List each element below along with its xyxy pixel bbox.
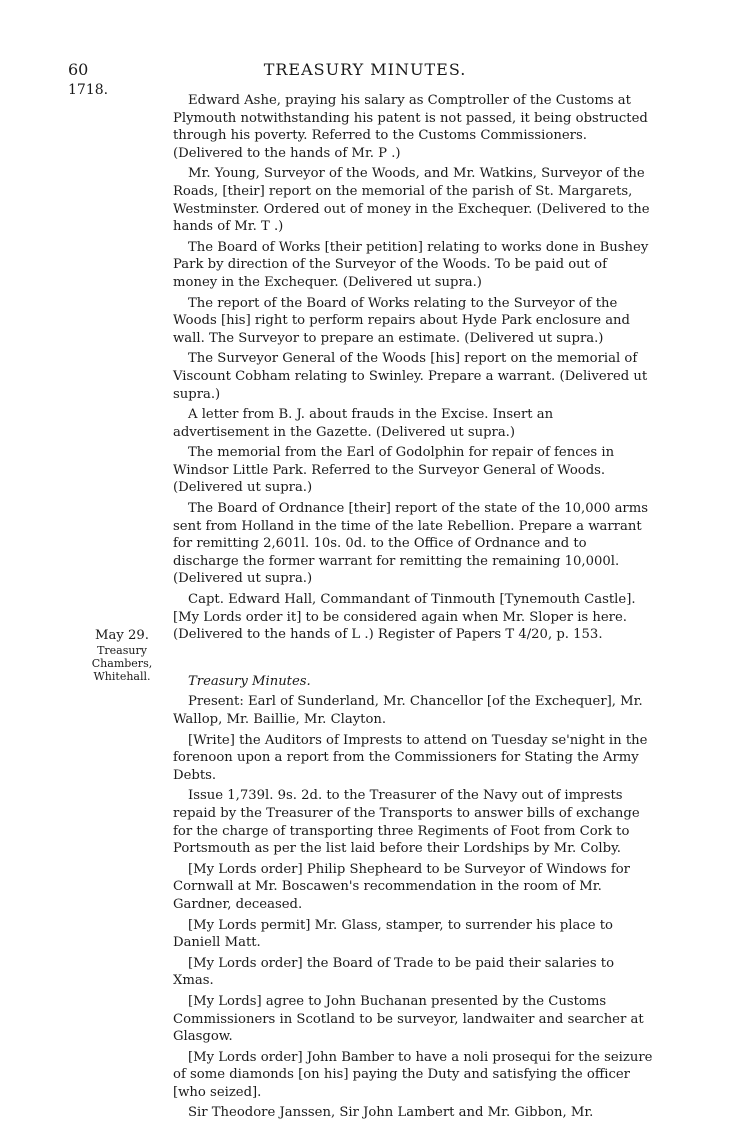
entry-paragraph: [My Lords permit] Mr. Glass, stamper, to surrender his place to Daniell Matt.	[173, 917, 613, 951]
entry-paragraph: [My Lords] agree to John Buchanan presented by the Customs Commissioners in Scotland to be surveyor, landwaiter and searcher at Glasgow.	[173, 993, 644, 1045]
present-line: Present: Earl of Sunderland, Mr. Chancellor [of the Exchequer], Mr. Wallop, Mr. Baillie, Mr. Clayton.	[173, 694, 643, 727]
entry-paragraph: [Write] the Auditors of Imprests to attend on Tuesday se'night in the forenoon upon a report from the Commissioners for Stating the Army Debts.	[173, 732, 648, 783]
section-gap	[173, 647, 653, 673]
margin-date-note	[80, 628, 164, 683]
margin-place-line: Treasury	[97, 644, 147, 657]
entry-paragraph: Sir Theodore Janssen, Sir John Lambert and Mr. Gibbon, Mr.	[188, 1105, 594, 1121]
running-header: TREASURY MINUTES.	[263, 60, 467, 79]
margin-date: May 29.	[95, 628, 149, 643]
entry-paragraph: Capt. Edward Hall, Commandant of Tinmouth [Tynemouth Castle]. [My Lords order it] to be considered again when Mr. Sloper is here. (Delivered to the hands of L .) Register of Papers T 4/20, p. 153.	[173, 592, 636, 643]
entry-paragraph: [My Lords order] Philip Shepheard to be Surveyor of Windows for Cornwall at Mr. Boscawen's recommendation in the room of Mr. Gardner, deceased.	[173, 861, 630, 912]
entry-paragraph: The Board of Ordnance [their] report of the state of the 10,000 arms sent from Holland in the time of the late Rebellion. Prepare a warrant for remitting 2,601l. 10s. 0d. to the Office of Ordnance and to discharge the former warrant for remitting the remaining 10,000l. (Delivered ut supra.)	[173, 501, 649, 587]
entry-paragraph: The Surveyor General of the Woods [his] report on the memorial of Viscount Cobham relating to Swinley. Prepare a warrant. (Delivered ut supra.)	[173, 351, 648, 402]
minutes-heading: Treasury Minutes.	[188, 673, 311, 689]
entry-paragraph: The report of the Board of Works relating to the Surveyor of the Woods [his] right to perform repairs about Hyde Park enclosure and wall. The Surveyor to prepare an estimate. (Delivered ut supra.)	[173, 295, 630, 346]
entry-paragraph: The Board of Works [their petition] relating to works done in Bushey Park by direction of the Surveyor of the Woods. To be paid out of money in the Exchequer. (Delivered ut supra.)	[173, 239, 649, 290]
margin-place-line: Chambers,	[91, 657, 153, 670]
entry-paragraph: Issue 1,739l. 9s. 2d. to the Treasurer of the Navy out of imprests repaid by the Treasurer of the Transports to answer bills of exchange for the charge of transporting three Regiments of Foot from Cork to Portsmouth as per the list laid before their Lordships by Mr. Colby.	[173, 788, 640, 857]
margin-year: 1718.	[68, 82, 109, 98]
page-number: 60	[68, 60, 89, 79]
entry-paragraph: Mr. Young, Surveyor of the Woods, and Mr. Watkins, Surveyor of the Roads, [their] report on the memorial of the parish of St. Margarets, Westminster. Ordered out of money in the Exchequer. (Delivered to the hands of Mr. T .)	[173, 166, 650, 235]
margin-place-line: Whitehall.	[93, 670, 151, 683]
entry-paragraph: [My Lords order] the Board of Trade to be paid their salaries to Xmas.	[173, 955, 615, 989]
body-text	[173, 92, 653, 1125]
entry-paragraph: Edward Ashe, praying his salary as Comptroller of the Customs at Plymouth notwithstanding his patent is not passed, it being obstructed through his poverty. Referred to the Customs Commissioners. (Delivered to the hands of Mr. P .)	[173, 93, 648, 161]
entry-paragraph: [My Lords order] John Bamber to have a noli prosequi for the seizure of some diamonds [on his] paying the Duty and satisfying the officer [who seized].	[173, 1049, 653, 1100]
entry-paragraph: The memorial from the Earl of Godolphin for repair of fences in Windsor Little Park. Referred to the Surveyor General of Woods. (Delivered ut supra.)	[173, 445, 615, 496]
entry-paragraph: A letter from B. J. about frauds in the Excise. Insert an advertisement in the Gazette. (Delivered ut supra.)	[173, 407, 554, 440]
